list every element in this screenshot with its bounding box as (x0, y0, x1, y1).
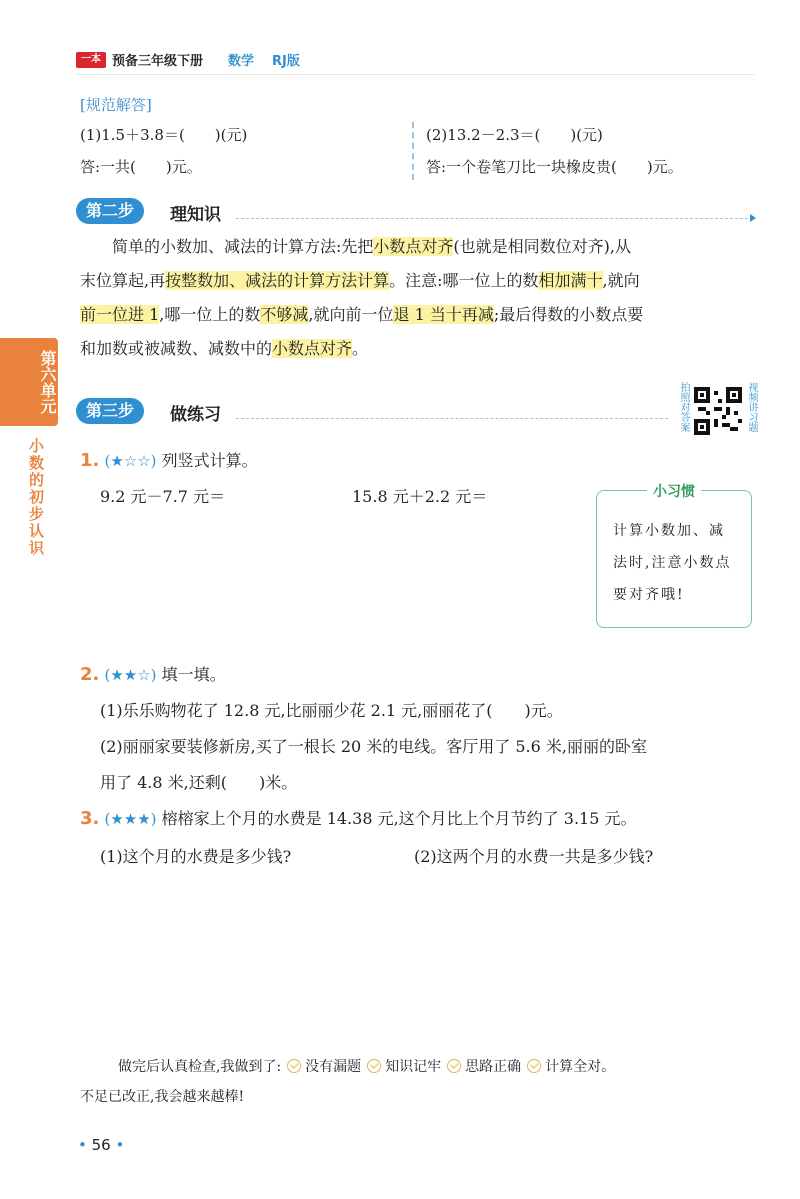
tip-body: 计算小数加、减法时,注意小数点要对齐哦! (613, 523, 732, 603)
question-2 (80, 662, 226, 685)
self-check-line: 做完后认真检查,我做到了: 没有漏题 知识记牢 思路正确 计算全对。 (118, 1059, 616, 1075)
edition-label: RJ版 (272, 54, 300, 69)
highlight-text: 前一位进 1 (80, 305, 160, 324)
question-prompt: 填一填。 (161, 665, 226, 684)
tip-title: 小习惯 (597, 481, 751, 501)
qr-right-caption: 视频讲习题 (746, 382, 757, 432)
highlight-text: 小数点对齐 (373, 237, 454, 256)
unit-tab: 第六单元 (0, 338, 58, 426)
step2-badge: 第二步 (76, 198, 144, 224)
question-number: 2. (80, 664, 100, 685)
question-3 (80, 806, 636, 829)
knowledge-line-3: 前一位进 1,哪一位上的数不够减,就向前一位退 1 当十再减;最后得数的小数点要 (80, 305, 644, 324)
q3-part-2: (2)这两个月的水费一共是多少钱? (414, 847, 654, 866)
question-number: 1. (80, 450, 100, 471)
q2-part-2-line-1: (2)丽丽家要装修新房,买了一根长 20 米的电线。客厅用了 5.6 米,丽丽的卧室 (100, 737, 647, 756)
answer-right-response: 答:一个卷笔刀比一块橡皮贵( )元。 (426, 158, 683, 176)
checkbox-icon[interactable] (367, 1059, 381, 1073)
checkbox-icon[interactable] (527, 1059, 541, 1073)
question-prompt: 列竖式计算。 (161, 451, 258, 470)
knowledge-line-1: 简单的小数加、减法的计算方法:先把小数点对齐(也就是相同数位对齐),从 (112, 237, 631, 256)
highlight-text: 相加满十 (538, 271, 603, 290)
column-divider (412, 122, 414, 180)
qr-code-icon[interactable] (694, 384, 742, 438)
book-title: 预备三年级下册 (112, 54, 204, 69)
step2-title: 理知识 (170, 205, 221, 225)
answer-left-question: (1)1.5＋3.8＝( )(元) (80, 126, 248, 144)
q3-part-1: (1)这个月的水费是多少钱? (100, 847, 292, 866)
question-1 (80, 448, 258, 471)
question-prompt: 榕榕家上个月的水费是 14.38 元,这个月比上个月节约了 3.15 元。 (161, 809, 637, 828)
checkbox-icon[interactable] (287, 1059, 301, 1073)
qr-left-caption: 拍照对答案 (678, 382, 689, 432)
step3-badge: 第三步 (76, 398, 144, 424)
highlight-text: 不够减 (260, 305, 309, 324)
answer-right-question: (2)13.2－2.3＝( )(元) (426, 126, 603, 144)
difficulty-stars: (★☆☆) (104, 452, 157, 470)
checkbox-icon[interactable] (447, 1059, 461, 1073)
question-number: 3. (80, 808, 100, 829)
step2-arrow-icon (750, 214, 756, 222)
difficulty-stars: (★★☆) (104, 666, 157, 684)
highlight-text: 按整数加、减法的计算方法计算 (165, 271, 390, 290)
q2-part-1: (1)乐乐购物花了 12.8 元,比丽丽少花 2.1 元,丽丽花了( )元。 (100, 701, 563, 720)
knowledge-line-2: 末位算起,再按整数加、减法的计算方法计算。注意:哪一位上的数相加满十,就向 (80, 271, 640, 290)
difficulty-stars: (★★★) (104, 810, 157, 828)
qr-block[interactable] (676, 382, 758, 440)
step3-rule (236, 418, 668, 419)
standard-answer-tag: [规范解答] (80, 96, 152, 114)
habit-tip-box (596, 484, 752, 628)
brand-badge: 一本 (76, 52, 106, 68)
knowledge-paragraph (80, 230, 760, 366)
highlight-text: 退 1 当十再减 (393, 305, 494, 324)
header-divider (76, 74, 754, 75)
q2-part-2-line-2: 用了 4.8 米,还剩( )米。 (100, 773, 298, 792)
answer-left-response: 答:一共( )元。 (80, 158, 202, 176)
self-check-encouragement: 不足已改正,我会越来越棒! (80, 1089, 245, 1105)
knowledge-line-4: 和加数或被减数、减数中的小数点对齐。 (80, 339, 369, 358)
step2-rule (236, 218, 748, 219)
expression-1: 9.2 元－7.7 元＝ (100, 487, 226, 506)
highlight-text: 小数点对齐 (272, 339, 353, 358)
expression-2: 15.8 元＋2.2 元＝ (352, 487, 488, 506)
step3-title: 做练习 (170, 405, 221, 425)
subject-label: 数学 (228, 54, 255, 69)
page-number: • 56 • (78, 1136, 125, 1154)
unit-subtitle: 小数的初步认识 (27, 438, 45, 557)
